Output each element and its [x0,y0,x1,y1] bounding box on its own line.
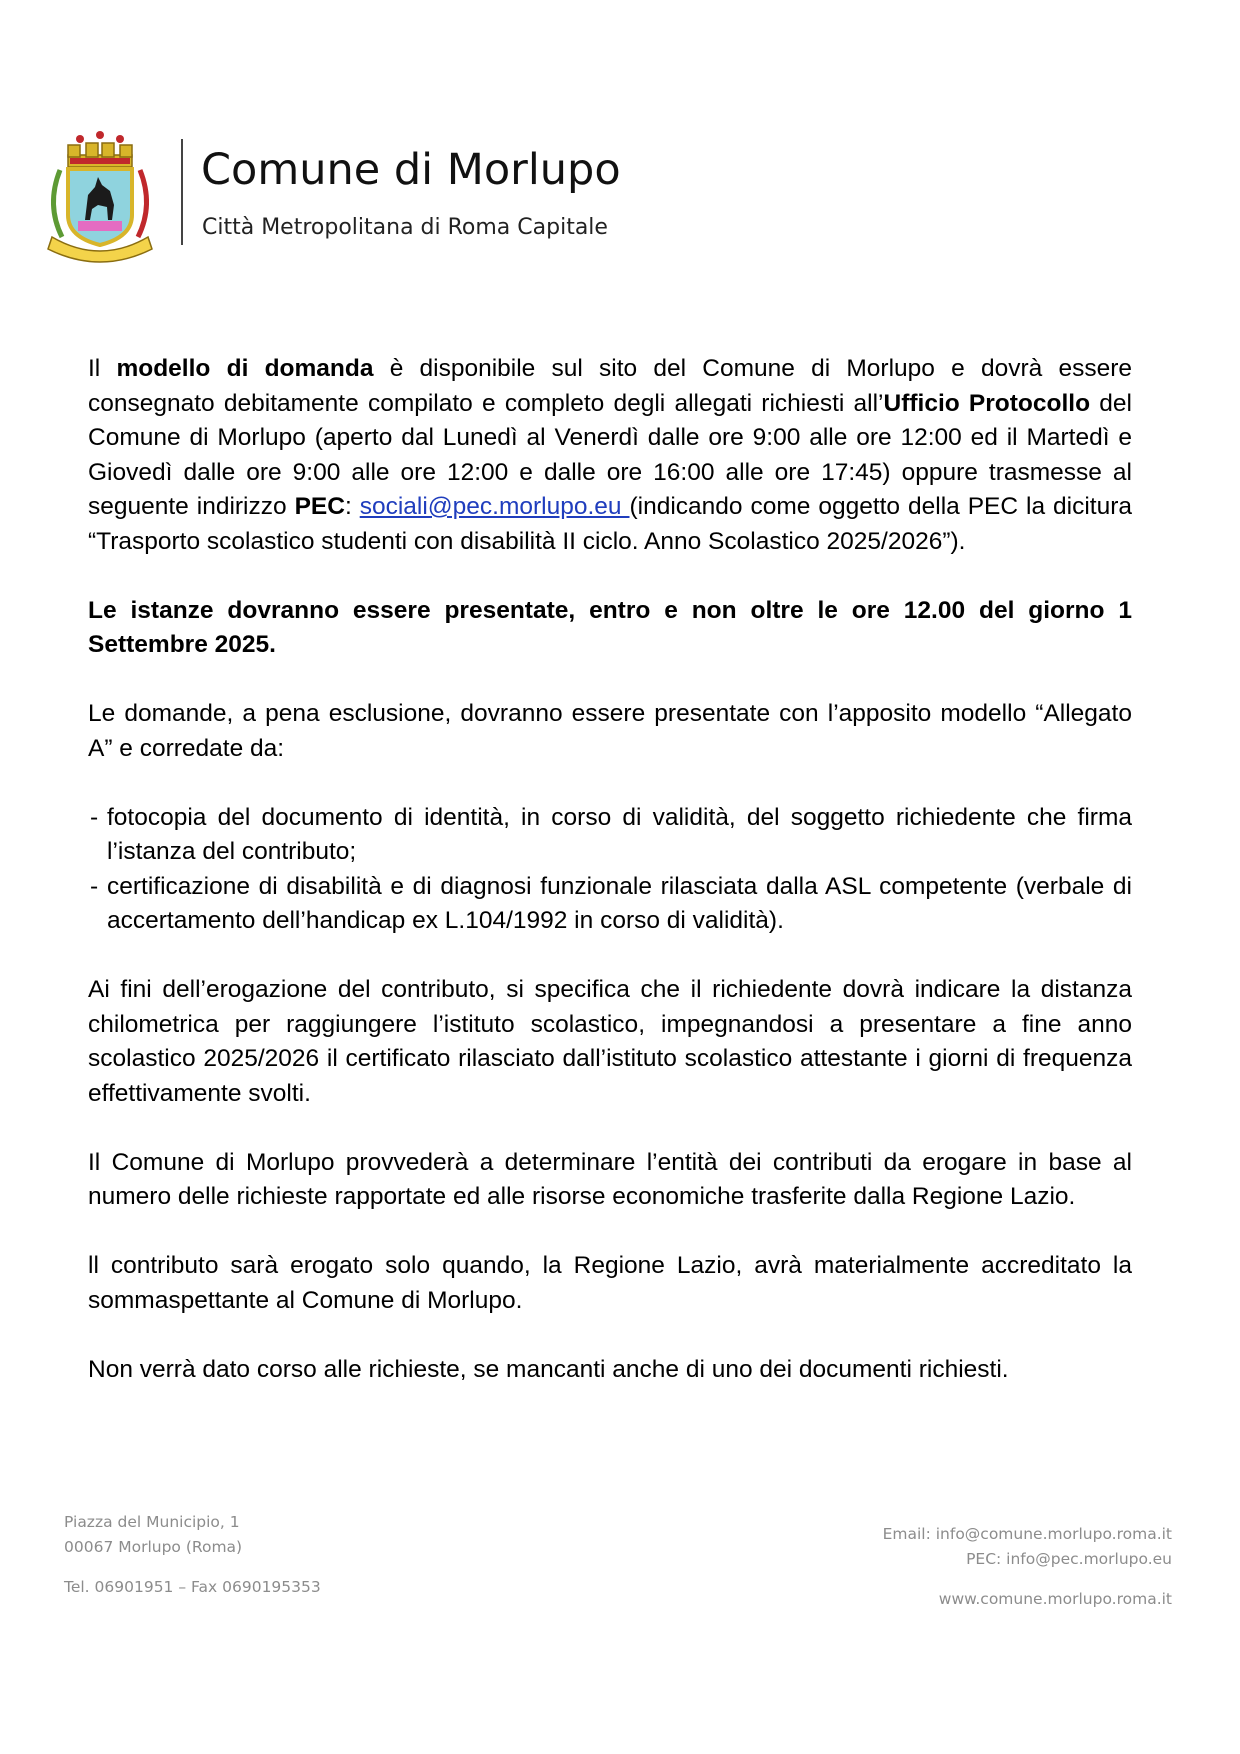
list-item [88,801,1132,870]
list-item-text: fotocopia del documento di identità, in corso di validità, del soggetto richiedente che firma l’istanza del contributo; [107,803,1132,865]
attachments-list [88,801,1132,939]
deadline-text: Le istanze dovranno essere presentate, entro e non oltre le ore 12.00 del giorno 1 Settembre 2025. [88,596,1132,658]
footer-address [64,1510,242,1560]
text-run: è disponibile sul sito del Comune di Morlupo e dovrà essere consegnato debitamente compilato e completo degli allegati richiesti all’ [88,355,1132,417]
paragraph-distance: Ai fini dell’erogazione del contributo, si specifica che il richiedente dovrà indicare la distanza chilometrica per raggiungere l’istituto scolastico, impegnandosi a presentare a fine anno scolastico 2025/2026 il certificato rilasciato dall’istituto scolastico attestante i giorni di frequenza effettivamente svolti. [88,976,1132,1107]
bold-text: PEC [294,493,345,520]
organization-name: Comune di Morlupo [201,145,621,195]
text-run: Il [88,355,117,382]
paragraph-contributions: Il Comune di Morlupo provvederà a determinare l’entità dei contributi da erogare in base al numero delle richieste rapportate ed alle risorse economiche trasferite dalla Regione Lazio. [88,1148,1132,1210]
organization-subtitle: Città Metropolitana di Roma Capitale [202,215,608,240]
municipal-crest-icon [40,125,160,265]
list-item-text: certificazione di disabilità e di diagnosi funzionale rilasciata dalla ASL competente (verbale di accertamento dell’handicap ex L.104/1992 in corso di validità). [107,872,1132,934]
text-run: del Comune di Morlupo (aperto dal Lunedì al Venerdì dalle ore 9:00 alle ore 12:00 ed il Martedì e Giovedì dalle ore 9:00 alle ore 12:00 e dalle ore 16:00 alle ore 17:45) oppure trasmesse al seguente indirizzo [88,389,1132,520]
list-item [88,870,1132,939]
bold-text: modello di domanda [116,355,374,382]
address-line: 00067 Morlupo (Roma) [64,1538,243,1556]
footer-phone: Tel. 06901951 – Fax 0690195353 [64,1578,321,1596]
paragraph-submission [88,352,1132,559]
address-line: Piazza del Municipio, 1 [64,1513,240,1531]
pec-email-link[interactable]: sociali@pec.morlupo.eu [359,493,630,520]
header-divider [181,139,183,245]
footer-pec: PEC: info@pec.morlupo.eu [966,1550,1172,1568]
text-run: : [344,493,360,520]
letterhead [40,125,740,275]
paragraph-closing: Non verrà dato corso alle richieste, se mancanti anche di uno dei documenti richiesti. [88,1355,1009,1383]
paragraph-requirements: Le domande, a pena esclusione, dovranno essere presentate con l’apposito modello “Allegato A” e corredate da: [88,700,1132,762]
paragraph-disbursement: ll contributo sarà erogato solo quando, la Regione Lazio, avrà materialmente accreditato la sommaspettante al Comune di Morlupo. [88,1252,1132,1314]
footer-email: Email: info@comune.morlupo.roma.it [882,1525,1172,1543]
document-body [88,352,1132,1422]
list-bullet: - [90,803,99,831]
text-run: (indicando come oggetto della PEC la dicitura “Trasporto scolastico studenti con disabilità II ciclo. Anno Scolastico 2025/2026”). [88,493,1133,555]
footer-contacts [883,1522,1172,1572]
bold-text: Ufficio Protocollo [883,389,1091,417]
list-bullet: - [90,872,99,900]
footer-website: www.comune.morlupo.roma.it [938,1590,1172,1608]
paragraph-deadline [88,594,1132,663]
